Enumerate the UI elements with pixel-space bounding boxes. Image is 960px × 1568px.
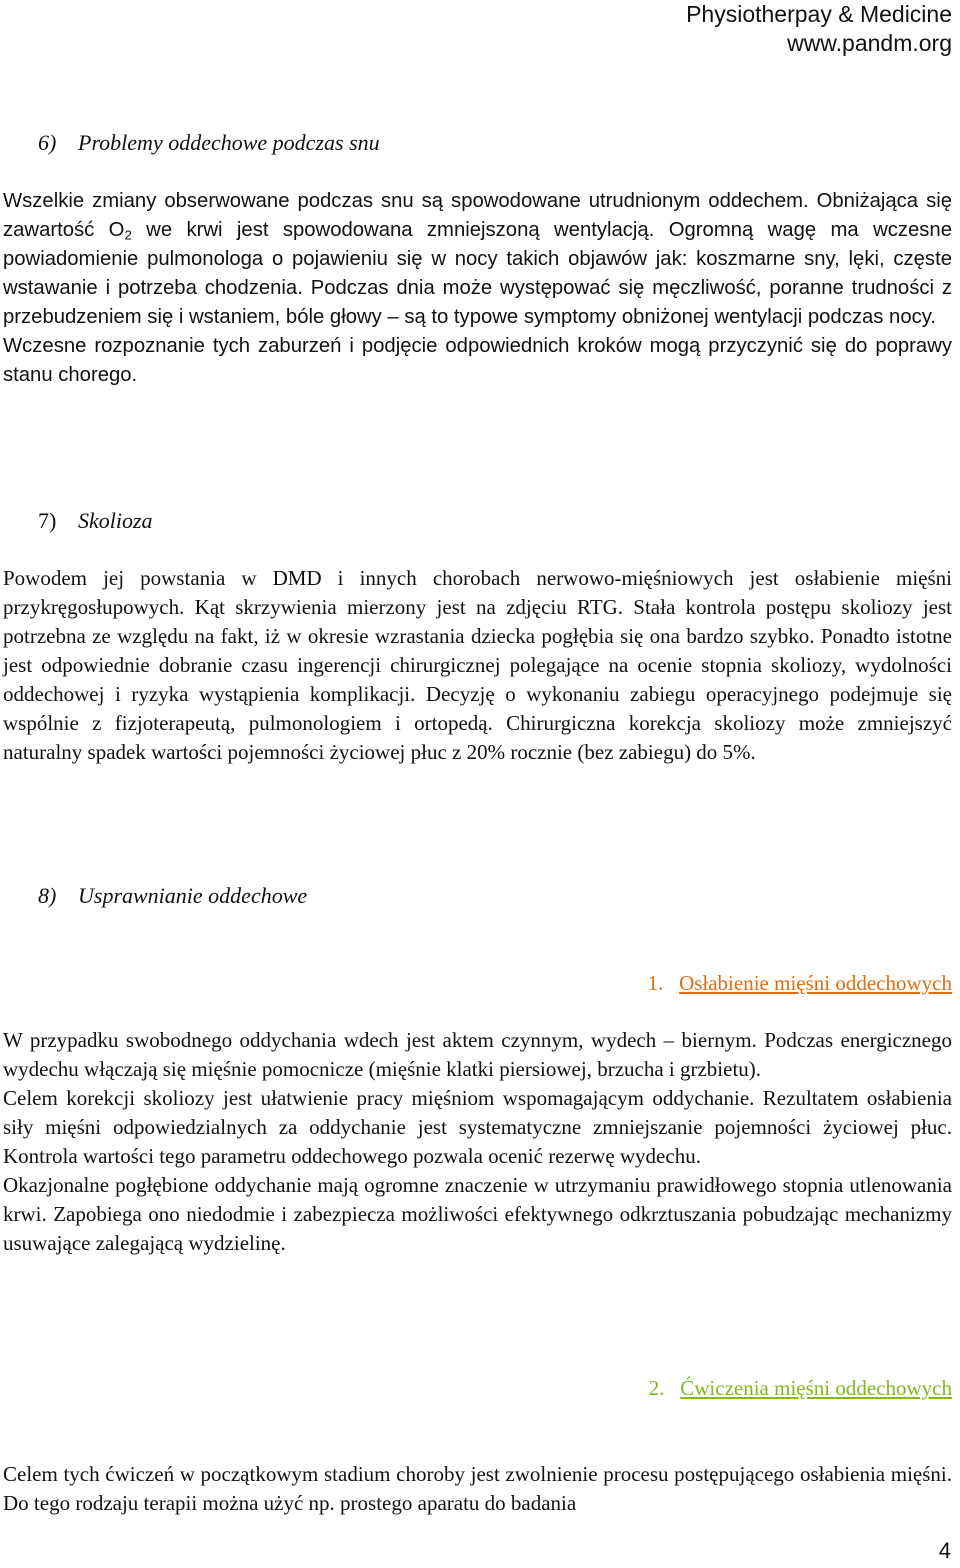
section-6-title: Problemy oddechowe podczas snu bbox=[78, 130, 380, 155]
section-6-heading bbox=[38, 129, 380, 157]
section-7-number: 7) bbox=[38, 508, 57, 533]
subsection-1-paragraph-1: W przypadku swobodnego oddychania wdech jest aktem czynnym, wydech – biernym. Podczas energicznego wydechu włączają się mięśnie pomocnicze (mięśnie klatki piersiowej, brzucha i grzbietu). bbox=[3, 1028, 952, 1081]
section-8-number: 8) bbox=[38, 883, 57, 908]
subsection-1-title: Osłabienie mięśni oddechowych bbox=[679, 971, 952, 995]
oxygen-subscript: 2 bbox=[124, 227, 132, 243]
subsection-1-paragraph-2: Celem korekcji skoliozy jest ułatwienie pracy mięśniom wspomagającym oddychanie. Rezultatem osłabienia siły mięśni odpowiedzialnych za oddychanie jest systematyczne zmniejszanie pojemności życiowej płuc. Kontrola wartości tego parametru oddechowego pozwala ocenić rezerwę wydechu. bbox=[3, 1086, 952, 1168]
section-8-heading bbox=[38, 882, 307, 910]
section-6-paragraph-1-part-b: we krwi jest spowodowana zmniejszoną wentylacją. Ogromną wagę ma wczesne powiadomienie pulmonologa o pojawieniu się w nocy takich objawów jak: koszmarne sny, lęki, częste wstawanie i potrzeba chodzenia. Podczas dnia może występować się męczliwość, poranne trudności z przebudzeniem się i wstaniem, bóle głowy – są to typowe symptomy obniżonej wentylacji podczas nocy. bbox=[3, 219, 952, 328]
subsection-2-paragraph-1: Celem tych ćwiczeń w początkowym stadium choroby jest zwolnienie procesu postępującego osłabienia mięśni. Do tego rodzaju terapii można użyć np. prostego aparatu do badania bbox=[3, 1462, 952, 1515]
section-7-heading bbox=[38, 507, 153, 535]
subsection-2-number: 2. bbox=[648, 1376, 665, 1400]
page-number: 4 bbox=[938, 1538, 951, 1563]
subsection-1-paragraph-3: Okazjonalne pogłębione oddychanie mają ogromne znaczenie w utrzymaniu prawidłowego stopnia utlenowania krwi. Zapobiega ono niedodmie i zabezpiecza możliwości efektywnego odkrztuszania pobudzając mechanizmy usuwające zalegającą wydzielinę. bbox=[3, 1173, 952, 1255]
section-6-number: 6) bbox=[38, 130, 57, 155]
subsection-1-heading bbox=[648, 969, 952, 997]
section-6-body bbox=[3, 187, 952, 390]
subsection-2-heading bbox=[649, 1374, 952, 1402]
section-6-paragraph-1-part-a: Wszelkie zmiany obserwowane podczas snu są spowodowane utrudnionym oddechem. Obniżająca się zawartość O bbox=[3, 190, 952, 241]
section-7-paragraph-1: Powodem jej powstania w DMD i innych chorobach nerwowo-mięśniowych jest osłabienie mięśni przykręgosłupowych. Kąt skrzywienia mierzony jest na zdjęciu RTG. Stała kontrola postępu skoliozy jest potrzebna ze względu na fakt, iż w okresie wzrastania dziecka pogłębia się ona bardzo szybko. Ponadto istotne jest odpowiednie dobranie czasu ingerencji chirurgicznej polegające na ocenie stopnia skoliozy, wydolności oddechowej i ryzyka wystąpienia komplikacji. Decyzję o wykonaniu zabiegu operacyjnego podejmuje się wspólnie z fizjoterapeutą, pulmonologiem i ortopedą. Chirurgiczna korekcja skoliozy może zmniejszyć naturalny spadek wartości pojemności życiowej płuc z 20% rocznie (bez zabiegu) do 5%. bbox=[3, 566, 952, 764]
subsection-1-body bbox=[3, 1026, 952, 1258]
page-header bbox=[686, 0, 952, 58]
subsection-2-title: Ćwiczenia mięśni oddechowych bbox=[680, 1376, 952, 1400]
subsection-1-number: 1. bbox=[647, 971, 664, 995]
header-journal-title: Physiotherpay & Medicine bbox=[686, 1, 952, 27]
section-6-paragraph-2: Wczesne rozpoznanie tych zaburzeń i podjęcie odpowiednich kroków mogą przyczynić się do poprawy stanu chorego. bbox=[3, 335, 952, 386]
subsection-2-body bbox=[3, 1460, 952, 1518]
header-website: www.pandm.org bbox=[787, 30, 952, 56]
section-7-body bbox=[3, 564, 952, 767]
section-7-title: Skolioza bbox=[78, 508, 153, 533]
section-8-title: Usprawnianie oddechowe bbox=[78, 883, 308, 908]
section-6-paragraph-1 bbox=[3, 187, 952, 332]
